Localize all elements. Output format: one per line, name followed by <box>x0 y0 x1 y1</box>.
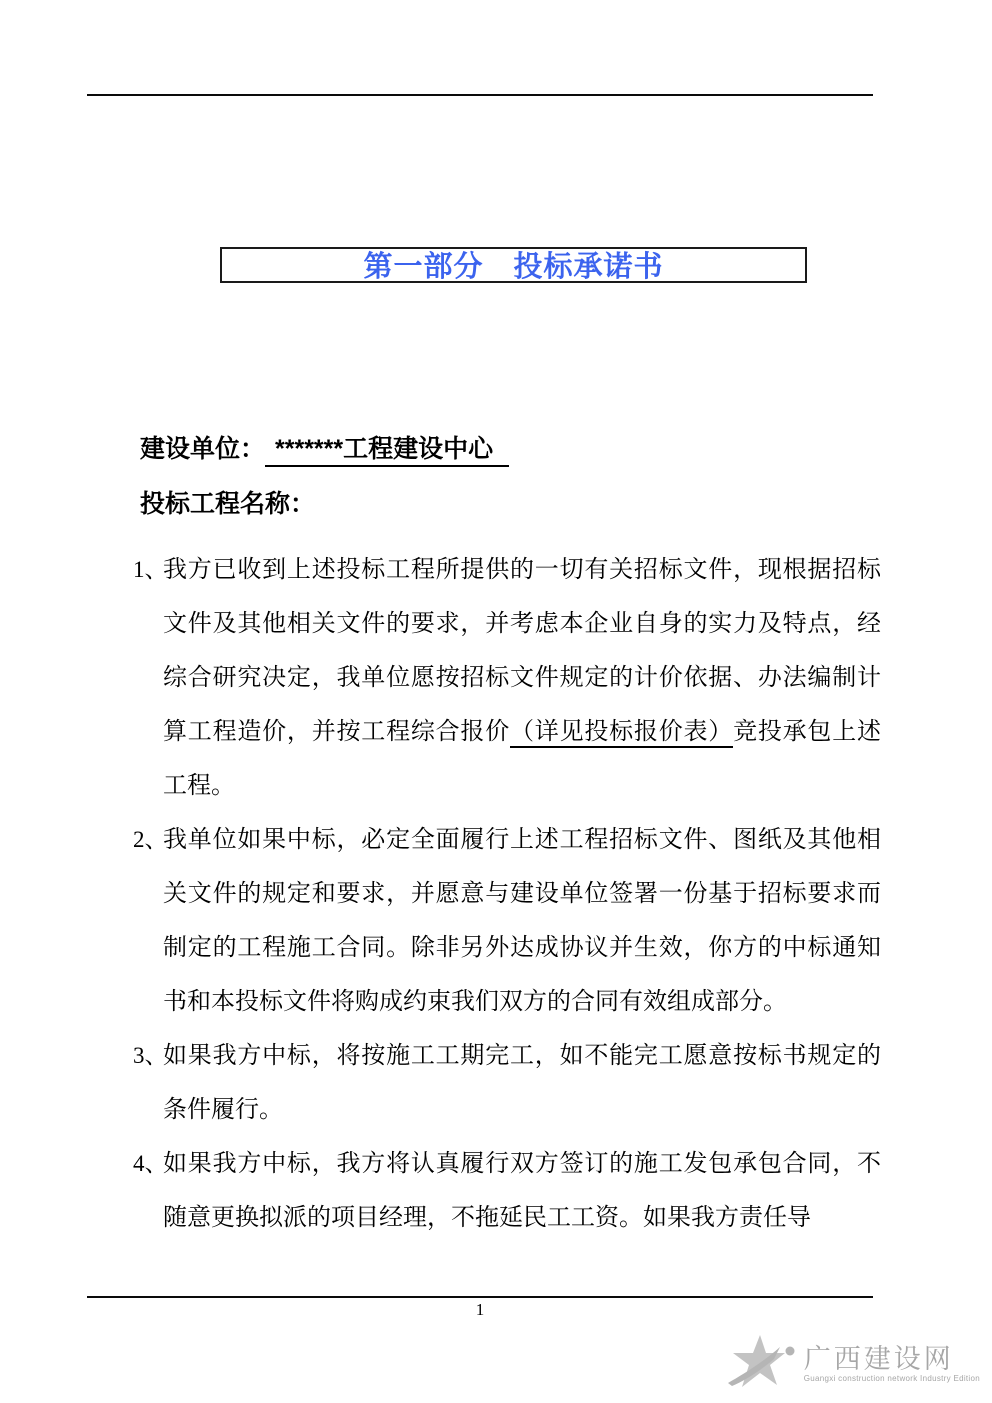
watermark <box>722 1333 980 1395</box>
paragraph-text: 竞投承包上述工程。 <box>163 718 882 799</box>
paragraph-text: 如果我方中标，我方将认真履行双方签订的施工发包承包合同，不随意更换拟派的项目经理，不拖延民工工资。如果我方责任导 <box>163 1150 881 1231</box>
list-item <box>133 813 881 1029</box>
watermark-subtitle: Guangxi construction network Industry Edition <box>803 1374 980 1383</box>
owner-field-row <box>140 422 900 477</box>
underlined-text: （详见投标报价表） <box>510 718 733 748</box>
star-icon <box>722 1333 800 1395</box>
list-item <box>133 1029 881 1137</box>
list-item-number: 4、 <box>133 1151 168 1176</box>
list-item-number: 2、 <box>133 827 168 852</box>
owner-field-value: *******工程建设中心 <box>265 435 509 467</box>
watermark-title: 广西建设网 <box>803 1344 954 1374</box>
paragraph-text: 我单位如果中标，必定全面履行上述工程招标文件、图纸及其他相关文件的规定和要求，并愿意与建设单位签署一份基于招标要求而制定的工程施工合同。除非另外达成协议并生效，你方的中标通知书和本投标文件将购成约束我们双方的合同有效组成部分。 <box>163 826 881 1015</box>
list-item <box>133 1137 881 1245</box>
watermark-text <box>804 1344 980 1384</box>
project-field-row <box>140 477 900 532</box>
list-item-number: 3、 <box>133 1043 168 1068</box>
header-rule <box>87 94 873 96</box>
owner-field-label: 建设单位： <box>140 435 266 463</box>
project-field-label: 投标工程名称： <box>140 490 316 518</box>
paragraph-text: 如果我方中标，将按施工工期完工，如不能完工愿意按标书规定的条件履行。 <box>163 1042 881 1123</box>
title-box <box>220 247 807 283</box>
paragraph-text: 我方已收到上述投标工程所提供的一切有关招标文件，现根据招标文件及其他相关文件的要求，并考虑本企业自身的实力及特点，经综合研究决定，我单位愿按招标文件规定的计价依据、办法编制计算工程造价，并按工程综合报价 <box>163 556 881 745</box>
page-title: 第一部分 投标承诺书 <box>363 251 664 283</box>
list-item <box>133 543 881 813</box>
page-number: 1 <box>475 1300 485 1319</box>
commitment-list <box>133 543 881 1245</box>
fields-block <box>140 422 900 532</box>
footer-rule <box>87 1296 873 1298</box>
list-item-number: 1、 <box>133 557 168 582</box>
